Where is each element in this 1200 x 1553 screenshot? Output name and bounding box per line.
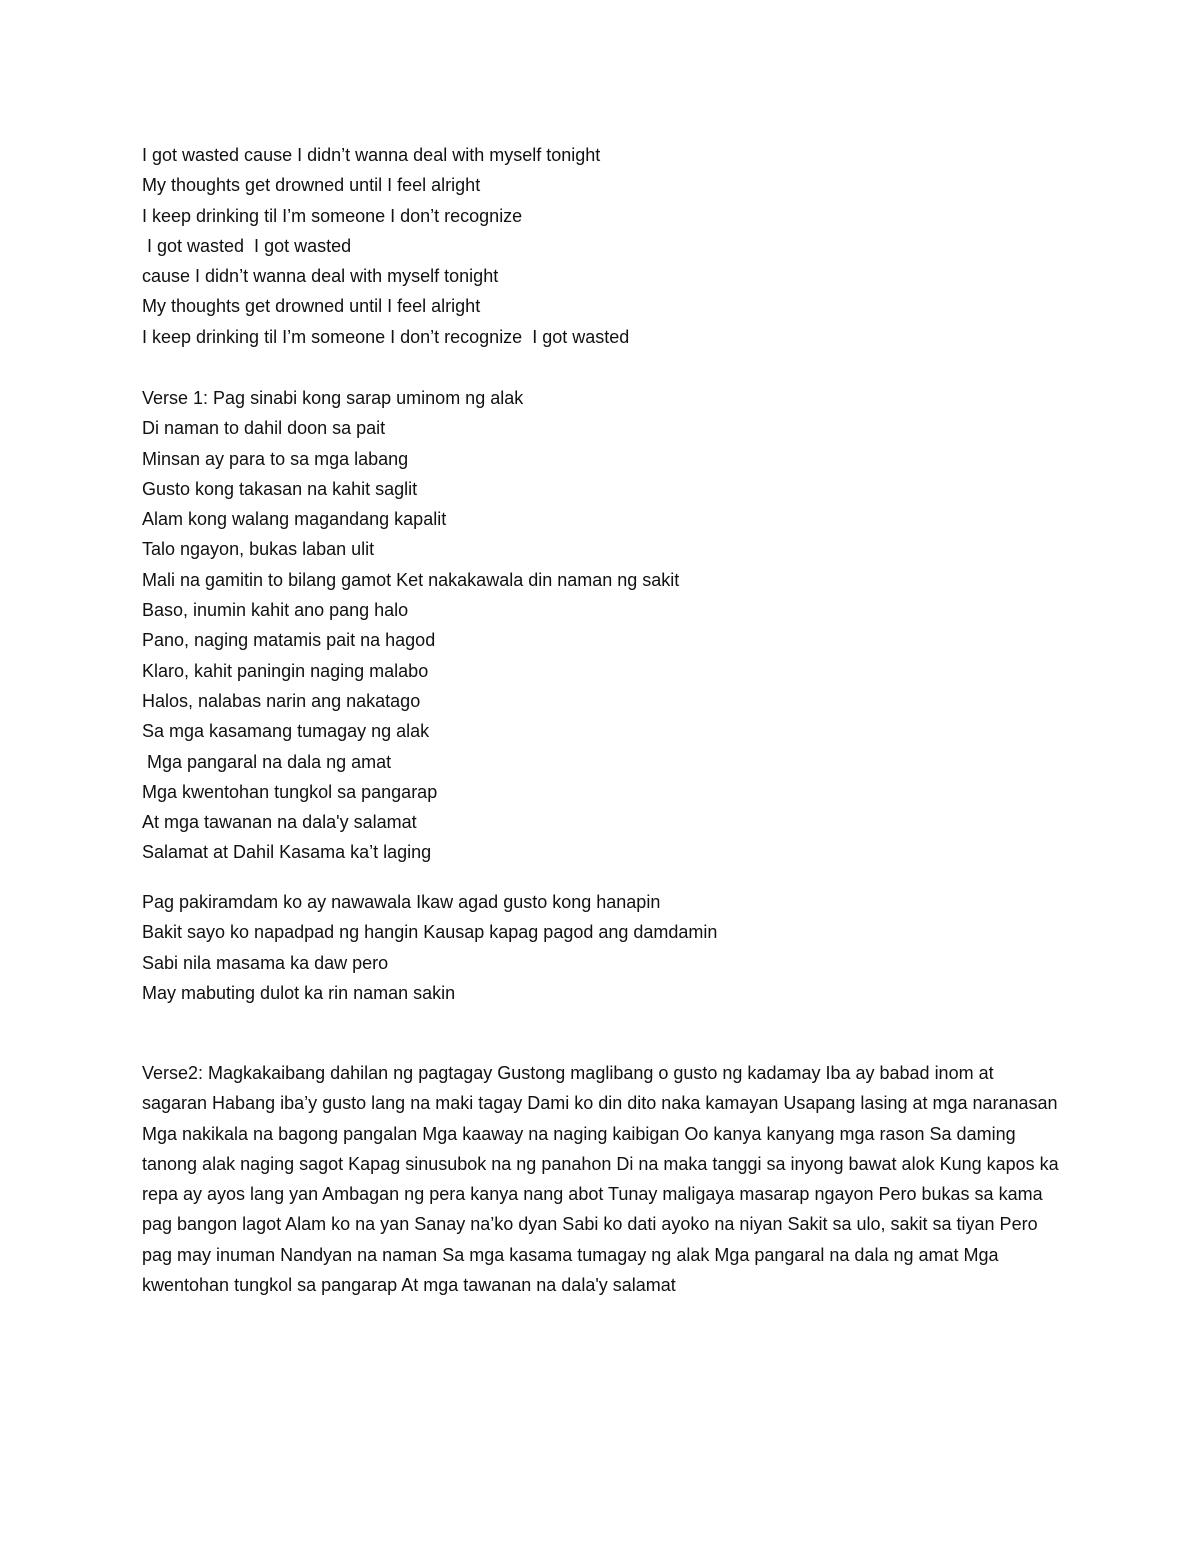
verse-1-section xyxy=(142,383,1062,868)
lyric-line: Mga pangaral na dala ng amat xyxy=(142,751,392,772)
lyric-line: Halos, nalabas narin ang nakatago xyxy=(142,690,421,711)
lyric-line: May mabuting dulot ka rin naman sakin xyxy=(142,982,456,1003)
chorus-section xyxy=(142,140,1062,352)
lyric-line: Sa mga kasamang tumagay ng alak xyxy=(142,721,430,742)
lyric-line: Alam kong walang magandang kapalit xyxy=(142,509,447,530)
lyric-line: Pano, naging matamis pait na hagod xyxy=(142,630,436,651)
lyric-line: I keep drinking til I’m someone I don’t recognize xyxy=(142,205,523,226)
verse-heading-line: Verse 1: Pag sinabi kong sarap uminom ng alak xyxy=(142,388,524,408)
bridge-section xyxy=(142,887,1062,1008)
lyric-line: cause I didn’t wanna deal with myself tonight xyxy=(142,266,499,287)
lyric-line: Pag pakiramdam ko ay nawawala Ikaw agad gusto kong hanapin xyxy=(142,892,661,912)
verse-2-section xyxy=(142,1058,1062,1300)
verse-2-paragraph: Verse2: Magkakaibang dahilan ng pagtagay Gustong maglibang o gusto ng kadamay Iba ay babad inom at sagaran Habang iba’y gusto lang na maki tagay Dami ko din dito naka kamayan Usapang lasing at mga naranasan Mga nakikala na bagong pangalan Mga kaaway na naging kaibigan Oo kanya kanyang mga rason Sa daming tanong alak naging sagot Kapag sinusubok na ng panahon Di na maka tanggi sa inyong bawat alok Kung kapos ka repa ay ayos lang yan Ambagan ng pera kanya nang abot Tunay maligaya masarap ngayon Pero bukas sa kama pag bangon lagot Alam ko na yan Sanay na’ko dyan Sabi ko dati ayoko na niyan Sakit sa ulo, sakit sa tiyan Pero pag may inuman Nandyan na naman Sa mga kasama tumagay ng alak Mga pangaral na dala ng amat Mga kwentohan tungkol sa pangarap At mga tawanan na dala'y salamat xyxy=(142,1063,1059,1296)
lyric-line: Klaro, kahit paningin naging malabo xyxy=(142,660,429,681)
lyric-line: Mga kwentohan tungkol sa pangarap xyxy=(142,781,438,802)
lyric-line: Minsan ay para to sa mga labang xyxy=(142,448,409,469)
lyric-line: Baso, inumin kahit ano pang halo xyxy=(142,600,409,621)
lyric-line: Sabi nila masama ka daw pero xyxy=(142,952,389,973)
lyric-line: Bakit sayo ko napadpad ng hangin Kausap kapag pagod ang damdamin xyxy=(142,922,718,943)
lyric-line: Talo ngayon, bukas laban ulit xyxy=(142,539,375,560)
lyric-line: Salamat at Dahil Kasama ka’t laging xyxy=(142,842,432,863)
lyric-line: My thoughts get drowned until I feel alright xyxy=(142,175,481,196)
lyric-line: Mali na gamitin to bilang gamot Ket nakakawala din naman ng sakit xyxy=(142,569,680,590)
lyric-line: At mga tawanan na dala'y salamat xyxy=(142,812,417,833)
lyric-line: I got wasted I got wasted xyxy=(142,235,352,256)
lyric-line: My thoughts get drowned until I feel alright xyxy=(142,296,481,317)
lyric-line: Di naman to dahil doon sa pait xyxy=(142,418,386,439)
lyric-line: Gusto kong takasan na kahit saglit xyxy=(142,478,418,499)
lyric-line: I keep drinking til I’m someone I don’t recognize I got wasted xyxy=(142,326,630,347)
lyric-line: I got wasted cause I didn’t wanna deal with myself tonight xyxy=(142,145,601,165)
